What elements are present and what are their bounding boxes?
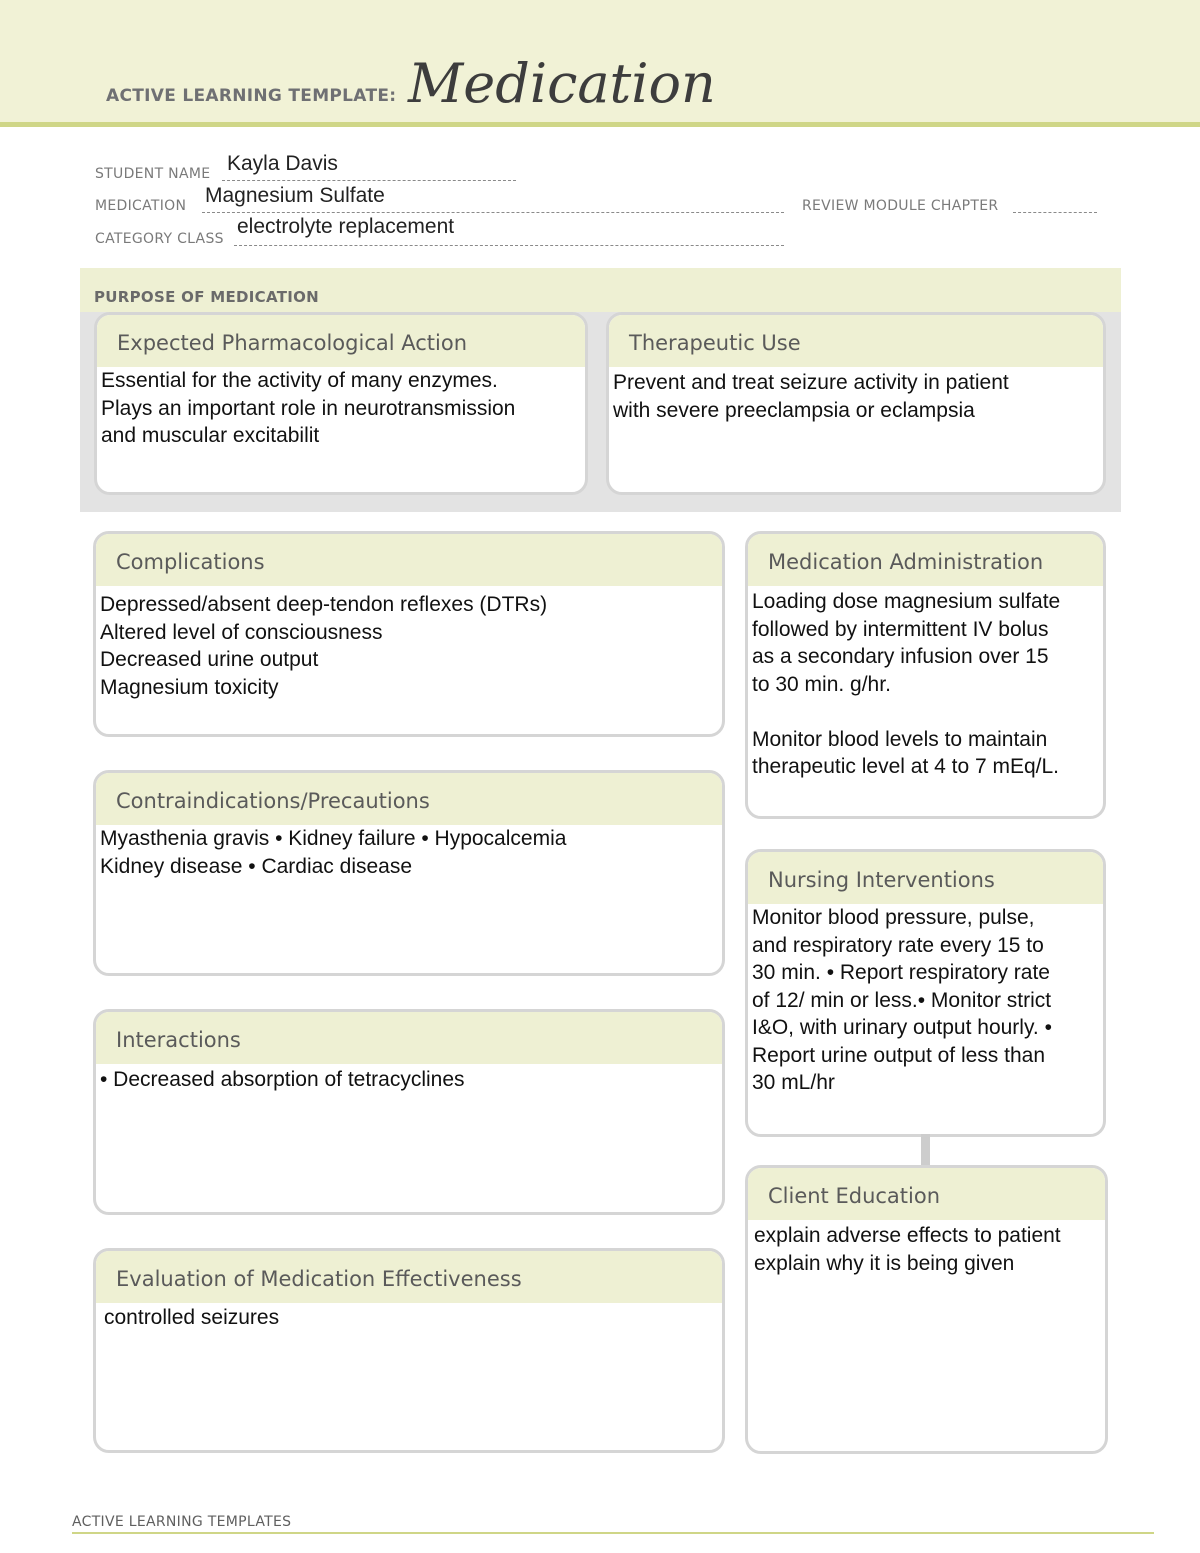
- expected-action-title: Expected Pharmacological Action: [97, 315, 585, 367]
- category-class-field[interactable]: electrolyte replacement: [237, 215, 455, 238]
- template-label: ACTIVE LEARNING TEMPLATE:: [106, 86, 397, 106]
- expected-action-text[interactable]: Essential for the activity of many enzymes. Plays an important role in neurotransmission and muscular excitabilit: [101, 369, 516, 447]
- therapeutic-use-text[interactable]: Prevent and treat seizure activity in patient with severe preeclampsia or eclampsia: [613, 371, 1009, 422]
- administration-title: Medication Administration: [748, 534, 1103, 586]
- section-connector: [921, 1134, 930, 1166]
- client-education-title: Client Education: [748, 1168, 1105, 1220]
- footer-rule: [72, 1532, 1154, 1534]
- therapeutic-use-title: Therapeutic Use: [609, 315, 1103, 367]
- therapeutic-use-box[interactable]: [606, 312, 1106, 495]
- medication-label: MEDICATION: [95, 198, 187, 214]
- medication-line: [202, 212, 784, 213]
- complications-box[interactable]: [93, 531, 725, 737]
- purpose-label: PURPOSE OF MEDICATION: [94, 288, 320, 306]
- client-education-box[interactable]: [745, 1165, 1108, 1454]
- interactions-box[interactable]: [93, 1009, 725, 1215]
- client-education-text[interactable]: explain adverse effects to patient explain why it is being given: [754, 1224, 1061, 1275]
- administration-text[interactable]: Loading dose magnesium sulfate followed by intermittent IV bolus as a secondary infusion over 15 to 30 min. g/hr. Monitor blood levels to maintain therapeutic level at 4 to 7 mEq/L.: [752, 590, 1061, 778]
- nursing-interventions-box[interactable]: [745, 849, 1106, 1137]
- evaluation-box[interactable]: [93, 1248, 725, 1453]
- interactions-text[interactable]: • Decreased absorption of tetracyclines: [100, 1068, 465, 1091]
- evaluation-title: Evaluation of Medication Effectiveness: [96, 1251, 722, 1303]
- purpose-header: [80, 268, 1121, 312]
- review-module-label: REVIEW MODULE CHAPTER: [802, 198, 999, 214]
- student-name-field[interactable]: Kayla Davis: [227, 152, 338, 175]
- template-title: Medication: [408, 52, 716, 115]
- nursing-interventions-text[interactable]: Monitor blood pressure, pulse, and respiratory rate every 15 to 30 min. • Report respiratory rate of 12/ min or less.• Monitor strict I&O, with urinary output hourly. • Report urine output of less than 30 mL/hr: [752, 906, 1052, 1094]
- complications-title: Complications: [96, 534, 722, 586]
- category-class-label: CATEGORY CLASS: [95, 231, 224, 247]
- student-name-line: [222, 180, 516, 181]
- contraindications-box[interactable]: [93, 770, 725, 976]
- nursing-interventions-title: Nursing Interventions: [748, 852, 1103, 904]
- medication-field[interactable]: Magnesium Sulfate: [205, 184, 385, 207]
- contraindications-title: Contraindications/Precautions: [96, 773, 722, 825]
- footer-text: ACTIVE LEARNING TEMPLATES: [72, 1514, 292, 1530]
- student-name-label: STUDENT NAME: [95, 166, 211, 182]
- interactions-title: Interactions: [96, 1012, 722, 1064]
- header-rule: [0, 122, 1200, 127]
- complications-text[interactable]: Depressed/absent deep-tendon reflexes (DTRs) Altered level of consciousness Decreased urine output Magnesium toxicity: [100, 593, 548, 699]
- review-module-line: [1013, 212, 1097, 213]
- expected-action-box[interactable]: [94, 312, 588, 495]
- category-class-line: [234, 245, 784, 246]
- administration-box[interactable]: [745, 531, 1106, 819]
- evaluation-text[interactable]: controlled seizures: [104, 1306, 280, 1329]
- contraindications-text[interactable]: Myasthenia gravis • Kidney failure • Hypocalcemia Kidney disease • Cardiac disease: [100, 827, 567, 878]
